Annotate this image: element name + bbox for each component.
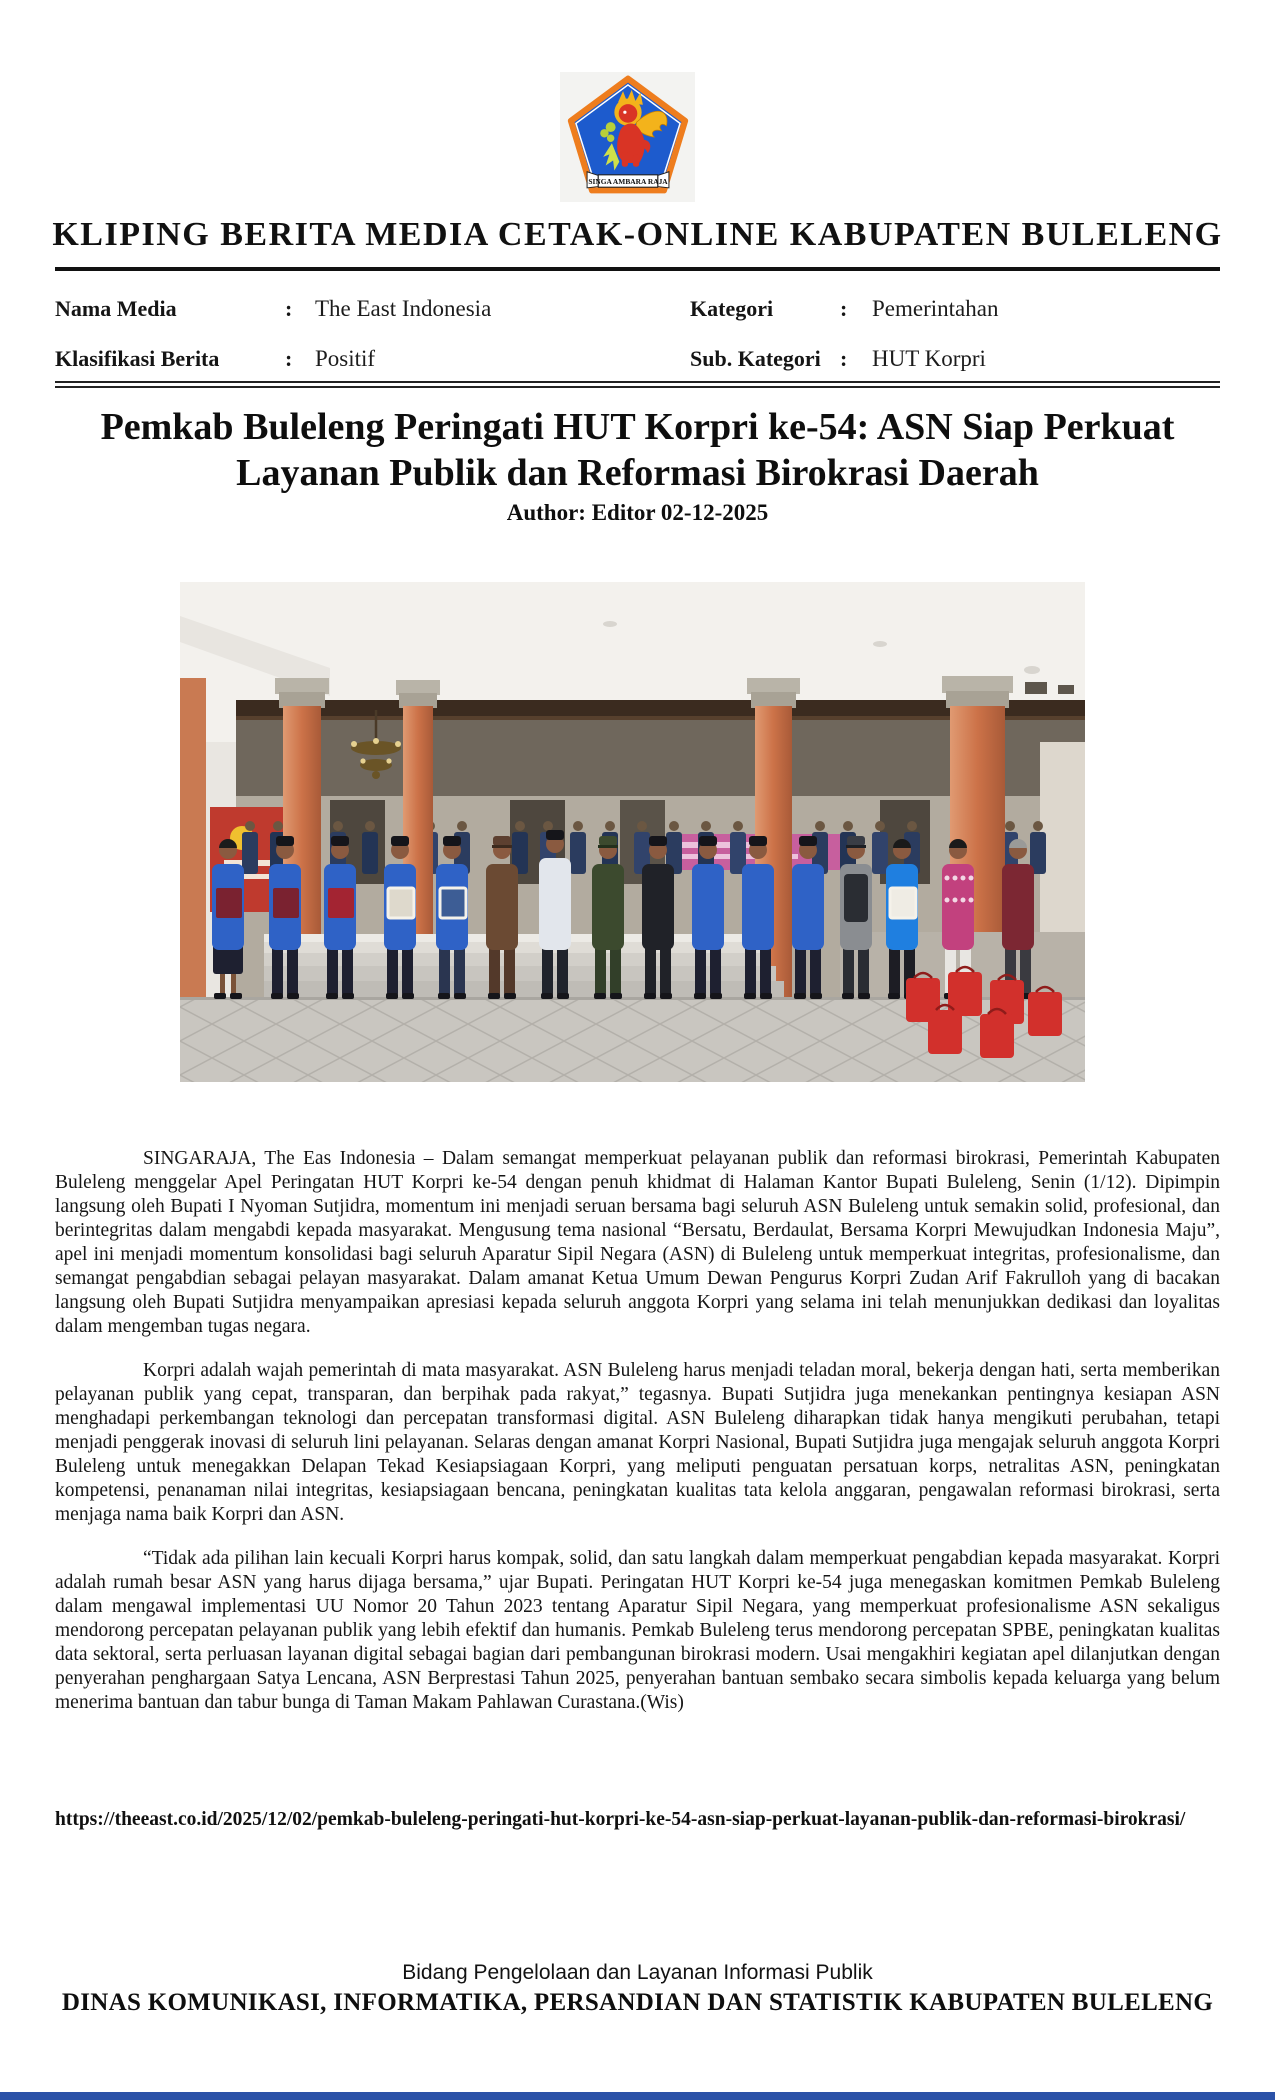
meta-value-klasifikasi: Positif [315,346,376,371]
article-paragraph-3: “Tidak ada pilihan lain kecuali Korpri harus kompak, solid, dan satu langkah dalam memperkuat pengabdian kepada masyarakat. Korpri adalah rumah besar ASN yang harus dijaga bersama,” ujar Bupati. Peringatan HUT Korpri ke-54 juga menegaskan komitmen Pemkab Buleleng dalam mengawal implementasi UU Nomor 20 Tahun 2023 tentang Aparatur Sipil Negara, yang memperkuat profesionalisme ASN sekaligus mendorong percepatan pelayanan publik yang lebih efektif dan humanis. Pemkab Buleleng terus mendorong percepatan SPBE, peningkatan kualitas data sektoral, serta perluasan layanan digital sebagai bagian dari pembangunan birokrasi modern. Usai mengakhiri kegiatan apel dilanjutkan dengan penyerahan penghargaan Satya Lencana, ASN Berprestasi Tahun 2025, penyerahan bantuan sembako secara simbolis kepada keluarga yang belum menerima bantuan dan tabur bunga di Taman Makam Pahlawan Curastana.(Wis) [55,1548,1220,1713]
article-photo [180,582,1085,1082]
media-meta-table [55,284,1220,384]
footer-division: Bidang Pengelolaan dan Layanan Informasi Publik [402,1961,873,1984]
article-title-line1: Pemkab Buleleng Peringati HUT Korpri ke-54: ASN Siap Perkuat [100,406,1175,448]
meta-label-klasifikasi: Klasifikasi Berita [55,346,220,371]
meta-row-1 [55,284,1220,334]
photo-left-wall [180,678,206,998]
document-title: KLIPING BERITA MEDIA CETAK-ONLINE KABUPATEN BULELENG [52,216,1223,253]
article-author: Author: Editor 02-12-2025 [506,500,769,525]
seal-banner-text: SINGA AMBARA RAJA [587,177,668,187]
article-source-url: https://theeast.co.id/2025/12/02/pemkab-buleleng-peringati-hut-korpri-ke-54-asn-siap-perkuat-layanan-publik-dan-reformasi-birokrasi/ [55,1809,1186,1830]
meta-value-sub-kategori: HUT Korpri [872,346,986,371]
article-title [0,404,1275,496]
meta-value-nama-media: The East Indonesia [315,296,492,321]
footer-agency: DINAS KOMUNIKASI, INFORMATIKA, PERSANDIAN DAN STATISTIK KABUPATEN BULELENG [61,1989,1214,2016]
meta-label-sub-kategori: Sub. Kategori [690,346,821,371]
article-paragraph-1: SINGARAJA, The Eas Indonesia – Dalam semangat memperkuat pelayanan publik dan reformasi birokrasi, Pemerintah Kabupaten Buleleng menggelar Apel Peringatan HUT Korpri ke-54 dengan penuh khidmat di Halaman Kantor Bupati Buleleng, Senin (1/12). Dipimpin langsung oleh Bupati I Nyoman Sutjidra, momentum ini menjadi seruan bersama bagi seluruh ASN Buleleng untuk semakin solid, profesional, dan berintegritas dalam mengabdi kepada masyarakat. Mengusung tema nasional “Bersatu, Berdaulat, Bersama Korpri Mewujudkan Indonesia Maju”, apel ini menjadi momentum konsolidasi bagi seluruh Aparatur Sipil Negara (ASN) di Buleleng untuk memperkuat integritas, profesionalisme, dan semangat pengabdian sebagai pelayan masyarakat. Dalam amanat Ketua Umum Dewan Pengurus Korpri Zudan Arif Fakrulloh yang di bacakan langsung oleh Bupati Sutjidra menyampaikan apresiasi kepada seluruh anggota Korpri yang selama ini telah menunjukkan dedikasi dan loyalitas dalam mengemban tugas negara. [55,1148,1220,1337]
bottom-blue-bar [0,2092,1275,2100]
meta-label-nama-media: Nama Media [55,296,177,321]
photo-illustration [180,582,1085,1082]
meta-rule [55,381,1220,388]
article-paragraph-2: Korpri adalah wajah pemerintah di mata masyarakat. ASN Buleleng harus menjadi teladan moral, bekerja dengan hati, serta memberikan pelayanan publik yang cepat, transparan, dan berpihak pada rakyat,” tegasnya. Bupati Sutjidra juga menekankan pentingnya kesiapan ASN menghadapi perkembangan teknologi dan percepatan transformasi digital. ASN Buleleng diharapkan tidak hanya mengikuti perubahan, tetapi menjadi penggerak inovasi di seluruh lini pelayanan. Selaras dengan amanat Korpri Nasional, Bupati Sutjidra juga mengajak seluruh anggota Korpri Buleleng untuk menegakkan Delapan Tekad Kesiapsiagaan Korpri, yang meliputi penguatan persatuan korps, netralitas ASN, peningkatan kompetensi, penanaman nilai integritas, kesiapsiagaan bencana, peningkatan kualitas tata kelola anggaran, pengawalan reformasi birokrasi, serta menjaga nama baik Korpri dan ASN. [55,1360,1220,1525]
buleleng-seal-logo [560,72,695,202]
meta-value-kategori: Pemerintahan [872,296,999,321]
meta-colon: : [840,296,848,321]
meta-label-kategori: Kategori [690,296,774,321]
article-title-line2: Layanan Publik dan Reformasi Birokrasi Daerah [236,452,1039,494]
meta-row-2 [55,334,1220,384]
meta-colon: : [285,296,293,321]
header-rule [55,267,1220,271]
buleleng-seal-icon [564,75,692,199]
meta-colon: : [840,346,848,371]
article-body [55,1147,1220,1735]
meta-colon: : [285,346,293,371]
